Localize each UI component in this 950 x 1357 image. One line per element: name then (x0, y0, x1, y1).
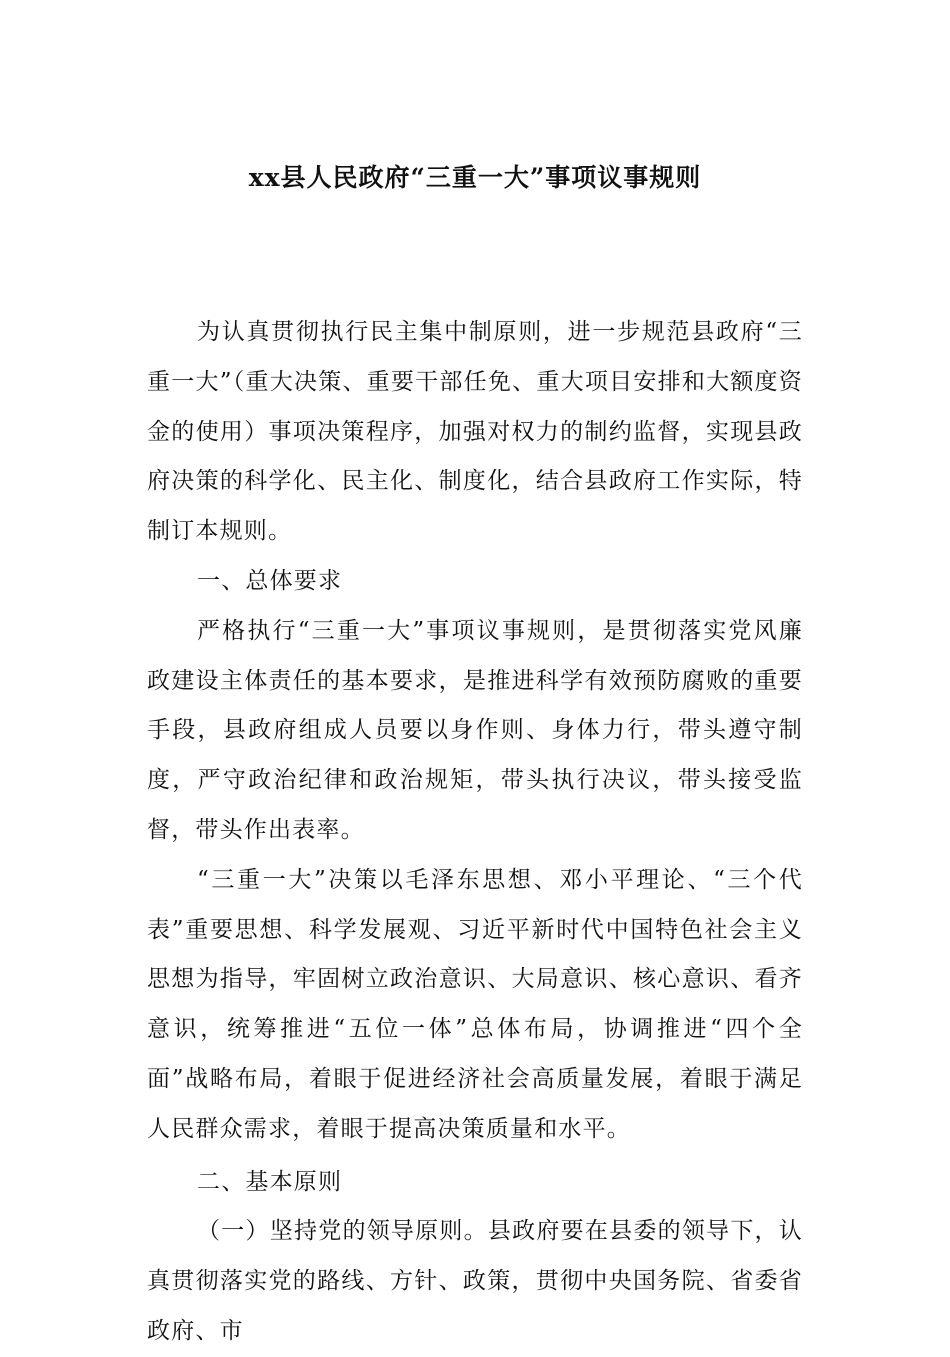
section-heading-basic-principles: 二、基本原则 (197, 1168, 343, 1195)
document-body (147, 308, 803, 1357)
principle-one-paragraph: （一）坚持党的领导原则。县政府要在县委的领导下，认真贯彻落实党的路线、方针、政策，贯彻中央国务院、省委省政府、市 (147, 1218, 803, 1344)
intro-paragraph: 为认真贯彻执行民主集中制原则，进一步规范县政府“三重一大”（重大决策、重要干部任免、重大项目安排和大额度资金的使用）事项决策程序，加强对权力的制约监督，实现县政府决策的科学化、民主化、制度化，结合县政府工作实际，特制订本规则。 (147, 319, 803, 545)
guiding-thought-paragraph: “三重一大”决策以毛泽东思想、邓小平理论、“三个代表”重要思想、科学发展观、习近平新时代中国特色社会主义思想为指导，牢固树立政治意识、大局意识、核心意识、看齐意识，统筹推进“五位一体”总体布局，协调推进“四个全面”战略布局，着眼于促进经济社会高质量发展，着眼于满足人民群众需求，着眼于提高决策质量和水平。 (147, 866, 803, 1142)
general-requirements-paragraph: 严格执行“三重一大”事项议事规则，是贯彻落实党风廉政建设主体责任的基本要求，是推进科学有效预防腐败的重要手段，县政府组成人员要以身作则、身体力行，带头遵守制度，严守政治纪律和政治规矩，带头执行决议，带头接受监督，带头作出表率。 (147, 617, 803, 843)
section-heading-general-requirements: 一、总体要求 (197, 567, 343, 594)
document-title: xx县人民政府“三重一大”事项议事规则 (248, 163, 702, 192)
